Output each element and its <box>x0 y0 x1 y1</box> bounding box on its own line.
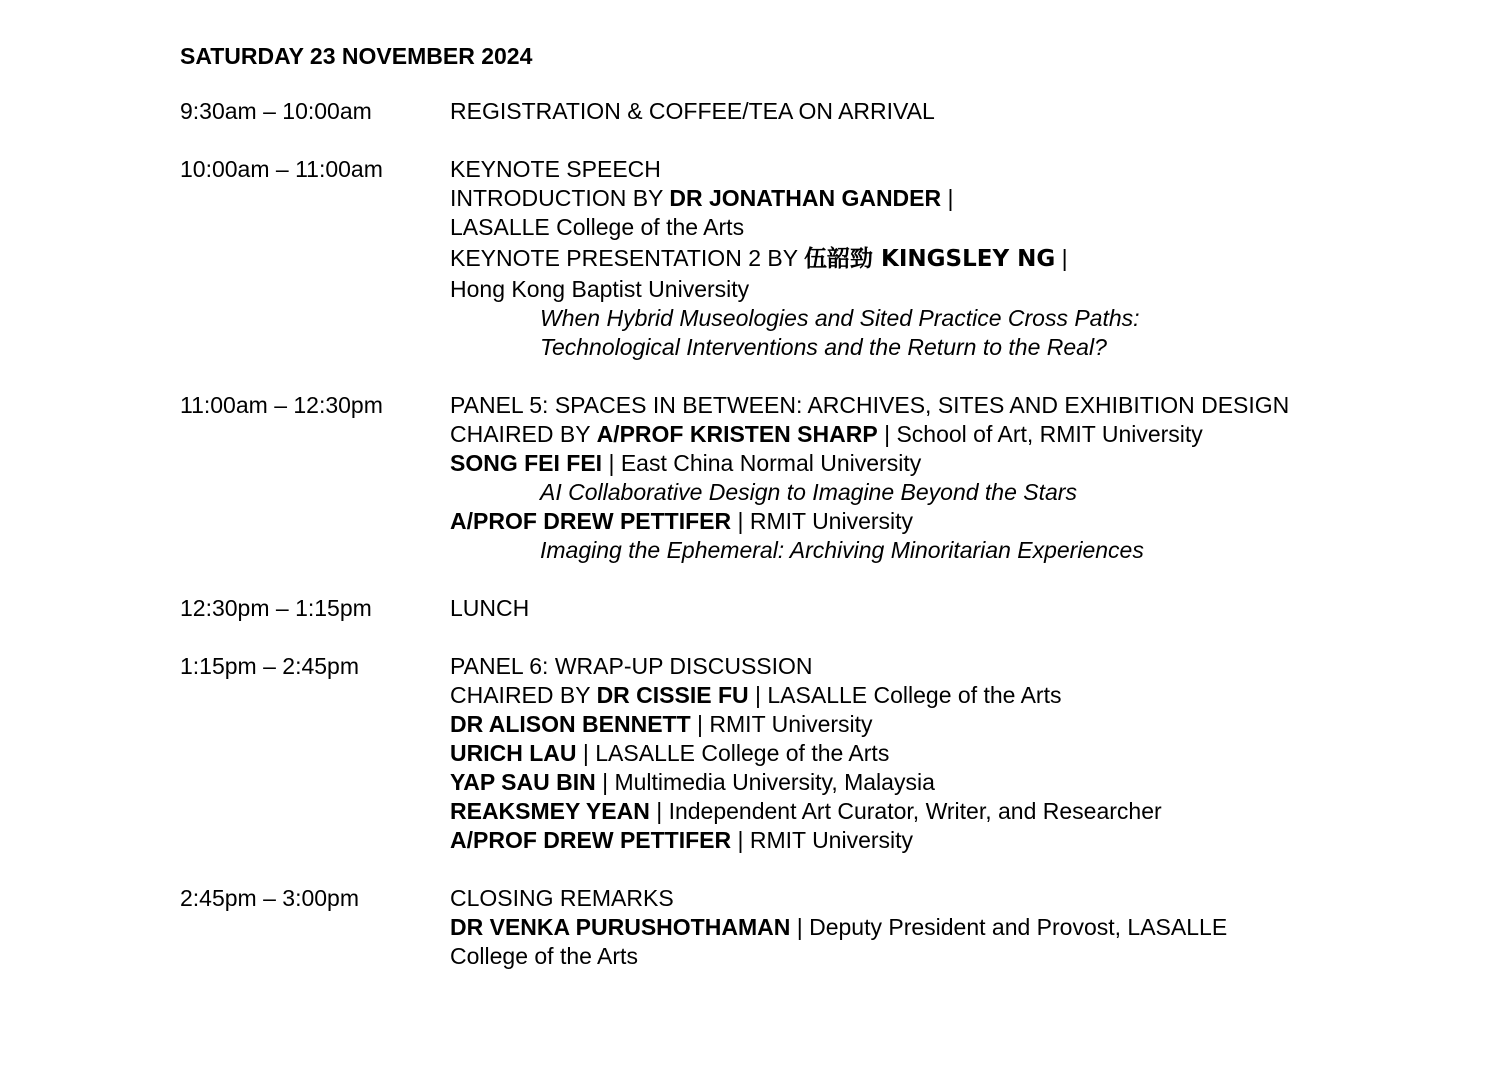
slot-title: KEYNOTE SPEECH <box>450 156 661 182</box>
panelist-name: A/PROF DREW PETTIFER <box>450 827 732 853</box>
chair-line <box>450 681 1380 710</box>
panelist-name: YAP SAU BIN <box>450 769 596 795</box>
slot-content <box>450 97 1380 126</box>
keynote-talk-title-line-1: When Hybrid Museologies and Sited Practice Cross Paths: <box>540 305 1140 331</box>
chair-name: DR CISSIE FU <box>596 682 749 708</box>
schedule-slot-panel-5 <box>180 391 1380 565</box>
slot-content <box>450 391 1380 565</box>
chair-prefix: CHAIRED BY <box>450 421 597 447</box>
panelist-name: REAKSMEY YEAN <box>450 798 650 824</box>
panelist-name: URICH LAU <box>450 740 577 766</box>
slot-content <box>450 594 1380 623</box>
slot-title: PANEL 5: SPACES IN BETWEEN: ARCHIVES, SITES AND EXHIBITION DESIGN <box>450 392 1290 418</box>
panelist-affiliation: | RMIT University <box>690 711 873 737</box>
separator: | <box>941 185 954 211</box>
separator: | <box>1055 245 1068 271</box>
closing-speaker-line <box>450 913 1380 942</box>
keynote-affiliation: Hong Kong Baptist University <box>450 276 750 302</box>
panelist-line <box>450 710 1380 739</box>
panelist-line <box>450 826 1380 855</box>
keynote-line <box>450 242 1380 275</box>
panelist-affiliation: | Independent Art Curator, Writer, and Researcher <box>649 798 1162 824</box>
panelist-line <box>450 768 1380 797</box>
panelist-line <box>450 739 1380 768</box>
slot-title: LUNCH <box>450 595 530 621</box>
introduction-prefix: INTRODUCTION BY <box>450 185 670 211</box>
keynote-speaker-name: 伍韶勁 KINGSLEY NG <box>804 246 1056 272</box>
slot-time: 12:30pm – 1:15pm <box>180 595 372 621</box>
panelist-name: DR ALISON BENNETT <box>450 711 691 737</box>
panelist-line <box>450 797 1380 826</box>
slot-content <box>450 884 1380 971</box>
closing-speaker-affiliation-cont: College of the Arts <box>450 943 638 969</box>
panelist-affiliation: | LASALLE College of the Arts <box>576 740 890 766</box>
chair-line <box>450 420 1380 449</box>
speaker-name: A/PROF DREW PETTIFER <box>450 508 732 534</box>
slot-content <box>450 155 1380 362</box>
panelist-affiliation: | Multimedia University, Malaysia <box>595 769 935 795</box>
speaker-line <box>450 507 1380 536</box>
introducer-name: DR JONATHAN GANDER <box>669 185 942 211</box>
chair-prefix: CHAIRED BY <box>450 682 597 708</box>
speaker-name: SONG FEI FEI <box>450 450 603 476</box>
slot-time: 11:00am – 12:30pm <box>180 392 383 418</box>
introducer-affiliation: LASALLE College of the Arts <box>450 214 745 240</box>
schedule-slot-panel-6 <box>180 652 1380 855</box>
speaker-talk-title: Imaging the Ephemeral: Archiving Minoritarian Experiences <box>540 537 1144 563</box>
closing-speaker-name: DR VENKA PURUSHOTHAMAN <box>450 914 791 940</box>
chair-affiliation: | School of Art, RMIT University <box>877 421 1203 447</box>
slot-title: CLOSING REMARKS <box>450 885 674 911</box>
schedule-slot-registration <box>180 97 1380 126</box>
slot-title: REGISTRATION & COFFEE/TEA ON ARRIVAL <box>450 98 935 124</box>
speaker-affiliation: | East China Normal University <box>602 450 922 476</box>
slot-time: 1:15pm – 2:45pm <box>180 653 360 679</box>
keynote-prefix: KEYNOTE PRESENTATION 2 BY <box>450 245 805 271</box>
closing-speaker-affiliation: | Deputy President and Provost, LASALLE <box>790 914 1228 940</box>
schedule-slot-keynote <box>180 155 1380 362</box>
slot-time: 2:45pm – 3:00pm <box>180 885 360 911</box>
keynote-talk-title-line-2: Technological Interventions and the Return to the Real? <box>540 334 1107 360</box>
introduction-line <box>450 184 1380 213</box>
slot-title: PANEL 6: WRAP-UP DISCUSSION <box>450 653 813 679</box>
slot-content <box>450 652 1380 855</box>
chair-affiliation: | LASALLE College of the Arts <box>748 682 1062 708</box>
slot-time: 10:00am – 11:00am <box>180 156 383 182</box>
speaker-affiliation: | RMIT University <box>731 508 914 534</box>
date-heading: SATURDAY 23 NOVEMBER 2024 <box>180 43 533 69</box>
slot-time: 9:30am – 10:00am <box>180 98 372 124</box>
schedule-slot-lunch <box>180 594 1380 623</box>
chair-name: A/PROF KRISTEN SHARP <box>596 421 878 447</box>
programme-page <box>180 40 1380 971</box>
schedule-slot-closing <box>180 884 1380 971</box>
panelist-affiliation: | RMIT University <box>731 827 914 853</box>
speaker-line <box>450 449 1380 478</box>
speaker-talk-title: AI Collaborative Design to Imagine Beyond the Stars <box>540 479 1077 505</box>
